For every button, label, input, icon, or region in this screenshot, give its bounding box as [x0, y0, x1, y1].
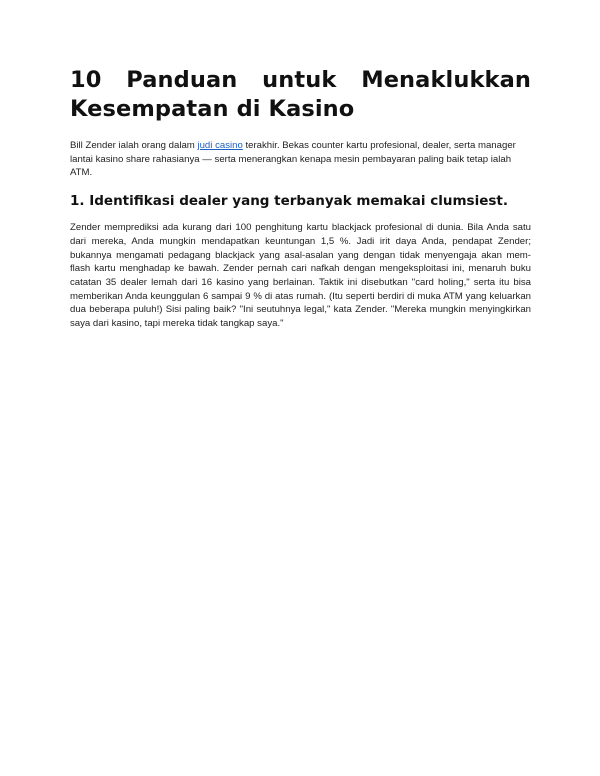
intro-paragraph — [70, 139, 531, 180]
section-1-paragraph: Zender memprediksi ada kurang dari 100 penghitung kartu blackjack profesional di dunia. Bila Anda satu dari mereka, Anda mungkin mendapatkan keuntungan 1,5 %. Jadi irit daya Anda, pendapat Zender; bukannya mengamati pedagang blackjack yang asal-asalan yang dengan tidak menyengaja akan mem-flash kartu menghadap ke bawah. Zender pernah cari nafkah dengan mengeksploitasi ini, menaruh buku catatan 35 dealer lemah dari 16 kasino yang berlainan. Taktik ini disebutkan "card holing," serta itu bisa memberikan Anda keunggulan 6 sampai 9 % di atas rumah. (Itu seperti berdiri di muka ATM yang keluarkan dua beberapa puluh!) Sisi paling baik? "Ini seutuhnya legal," kata Zender. "Mereka mungkin menyingkirkan saya dari kasino, tapi mereka tidak tangkap saya." — [70, 222, 531, 330]
judi-casino-link[interactable]: judi casino — [197, 140, 243, 151]
article-title: 10 Panduan untuk Menaklukkan Kesempatan di Kasino — [70, 67, 531, 122]
document-page — [70, 66, 531, 331]
intro-text-after-link: terakhir. Bekas counter kartu profesional, dealer, serta manager lantai kasino share rahasianya — serta menerangkan kenapa mesin pembayaran paling baik tetap ialah ATM. — [70, 140, 516, 179]
intro-text-before-link: Bill Zender ialah orang dalam — [70, 140, 198, 151]
section-1-heading: 1. Identifikasi dealer yang terbanyak memakai clumsiest. — [70, 193, 508, 210]
